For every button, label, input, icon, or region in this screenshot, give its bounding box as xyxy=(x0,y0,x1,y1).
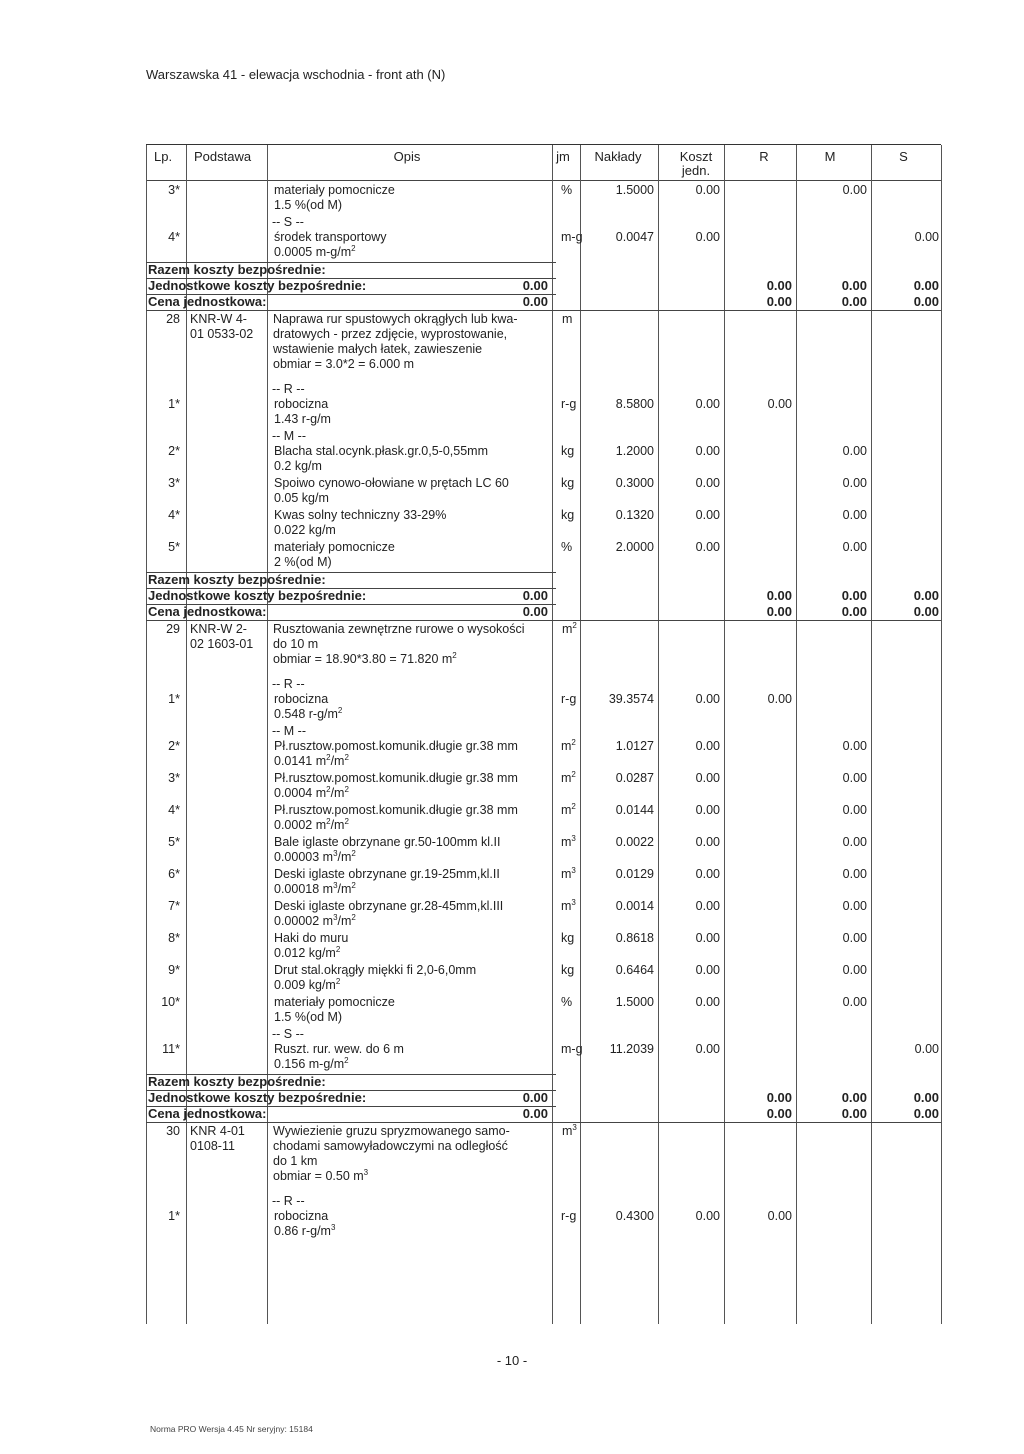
resource-s-cost: 0.00 xyxy=(914,230,939,244)
resource-m-cost: 0.00 xyxy=(842,508,867,522)
unit: $m^2$ xyxy=(562,620,577,636)
resource-norm: 0.0141 $m^2/m^2$ xyxy=(274,752,349,768)
resource-unit-cost: 0.00 xyxy=(695,835,720,849)
resource-norm: 2 %(od M) xyxy=(274,555,332,569)
column-divider xyxy=(186,145,187,1324)
resource-unit-cost: 0.00 xyxy=(695,1209,720,1223)
summary-value: 0.00 xyxy=(522,1090,548,1105)
resource-number: 1* xyxy=(168,1209,180,1223)
resource-norm: 0.0004 $m^2/m^2$ xyxy=(274,784,349,800)
resource-name: Pł.rusztow.pomost.komunik.długie gr.38 mm xyxy=(274,771,518,785)
resource-number: 5* xyxy=(168,835,180,849)
column-divider xyxy=(658,145,659,1324)
resource-quantity: 0.6464 xyxy=(615,963,654,977)
summary-r: 0.00 xyxy=(766,294,792,309)
podstawa-line2: 02 1603-01 xyxy=(190,637,254,651)
podstawa-line1: KNR 4-01 xyxy=(190,1124,245,1138)
resource-unit-cost: 0.00 xyxy=(695,540,720,554)
resource-quantity: 2.0000 xyxy=(615,540,654,554)
summary-value: 0.00 xyxy=(522,278,548,293)
resource-unit: $m^3$ xyxy=(561,833,576,849)
summary-r: 0.00 xyxy=(766,1090,792,1105)
section-marker: -- R -- xyxy=(272,677,305,691)
summary-m: 0.00 xyxy=(841,604,867,619)
resource-m-cost: 0.00 xyxy=(842,803,867,817)
summary-m: 0.00 xyxy=(841,278,867,293)
description-line: chodami samowyładowczymi na odległość xyxy=(273,1139,508,1153)
resource-quantity: 0.0129 xyxy=(615,867,654,881)
resource-quantity: 0.0047 xyxy=(615,230,654,244)
resource-norm: 0.012 $kg/m^2$ xyxy=(274,944,341,960)
col-m: M xyxy=(824,149,836,164)
resource-r-cost: 0.00 xyxy=(767,397,792,411)
column-divider xyxy=(796,145,797,1324)
resource-unit-cost: 0.00 xyxy=(695,771,720,785)
podstawa-line1: KNR-W 2- xyxy=(190,622,247,636)
description-line: Wywiezienie gruzu spryzmowanego samo- xyxy=(273,1124,510,1138)
summary-s: 0.00 xyxy=(913,278,939,293)
unit: m xyxy=(562,312,573,326)
summary-m: 0.00 xyxy=(841,1106,867,1121)
description-line: obmiar = 18.90*3.80 = 71.820 $m^2$ xyxy=(273,650,457,666)
resource-unit: r-g xyxy=(561,1209,577,1223)
resource-m-cost: 0.00 xyxy=(842,183,867,197)
resource-name: Kwas solny techniczny 33-29% xyxy=(274,508,447,522)
resource-number: 9* xyxy=(168,963,180,977)
summary-r: 0.00 xyxy=(766,604,792,619)
resource-number: 4* xyxy=(168,230,180,244)
resource-norm: 0.009 $kg/m^2$ xyxy=(274,976,341,992)
col-podstawa: Podstawa xyxy=(194,149,252,164)
resource-number: 11* xyxy=(162,1042,180,1056)
footer-version: Norma PRO Wersja 4.45 Nr seryjny: 15184 xyxy=(150,1424,313,1434)
resource-quantity: 0.1320 xyxy=(615,508,654,522)
resource-name: robocizna xyxy=(274,1209,329,1223)
resource-r-cost: 0.00 xyxy=(767,1209,792,1223)
col-r: R xyxy=(759,149,769,164)
col-opis: Opis xyxy=(393,149,421,164)
summary-s: 0.00 xyxy=(913,1106,939,1121)
resource-unit-cost: 0.00 xyxy=(695,1042,720,1056)
resource-m-cost: 0.00 xyxy=(842,963,867,977)
resource-unit-cost: 0.00 xyxy=(695,476,720,490)
resource-unit: $m^2$ xyxy=(561,769,576,785)
column-divider xyxy=(941,145,942,1324)
resource-unit: $m^3$ xyxy=(561,865,576,881)
position-divider xyxy=(146,310,941,311)
summary-value: 0.00 xyxy=(522,1106,548,1121)
resource-unit: $m^3$ xyxy=(561,897,576,913)
resource-quantity: 1.2000 xyxy=(615,444,654,458)
col-jm: jm xyxy=(556,149,570,164)
resource-name: Haki do muru xyxy=(274,931,349,945)
column-divider xyxy=(724,145,725,1324)
summary-s: 0.00 xyxy=(913,604,939,619)
position-number: 29 xyxy=(166,622,180,636)
summary-label: Jednostkowe koszty bezpośrednie: xyxy=(148,278,367,293)
resource-norm: 1.5 %(od M) xyxy=(274,1010,343,1024)
description-line: dratowych - przez zdjęcie, wyprostowanie, xyxy=(273,327,508,341)
resource-unit: kg xyxy=(561,476,575,490)
resource-unit: kg xyxy=(561,444,575,458)
resource-unit: m-g xyxy=(561,1042,583,1056)
resource-name: Blacha stal.ocynk.płask.gr.0,5-0,55mm xyxy=(274,444,488,458)
resource-unit-cost: 0.00 xyxy=(695,867,720,881)
resource-unit-cost: 0.00 xyxy=(695,692,720,706)
col-koszt: Koszt xyxy=(679,149,713,164)
resource-quantity: 8.5800 xyxy=(615,397,654,411)
resource-norm: 0.00003 $m^3/m^2$ xyxy=(274,848,356,864)
summary-value: 0.00 xyxy=(522,294,548,309)
resource-number: 1* xyxy=(168,692,180,706)
description-line: Rusztowania zewnętrzne rurowe o wysokości xyxy=(273,622,525,636)
podstawa-line2: 01 0533-02 xyxy=(190,327,254,341)
summary-label: Jednostkowe koszty bezpośrednie: xyxy=(148,1090,367,1105)
resource-number: 2* xyxy=(168,739,180,753)
resource-norm: 0.0002 $m^2/m^2$ xyxy=(274,816,349,832)
resource-unit: $m^2$ xyxy=(561,737,576,753)
resource-m-cost: 0.00 xyxy=(842,931,867,945)
resource-unit: kg xyxy=(561,508,575,522)
resource-m-cost: 0.00 xyxy=(842,476,867,490)
resource-number: 4* xyxy=(168,803,180,817)
podstawa-line1: KNR-W 4- xyxy=(190,312,247,326)
section-marker: -- S -- xyxy=(272,1027,304,1041)
resource-name: Bale iglaste obrzynane gr.50-100mm kl.II xyxy=(274,835,501,849)
resource-norm: 0.86 $r-g/m^3$ xyxy=(274,1222,336,1238)
summary-m: 0.00 xyxy=(841,588,867,603)
resource-quantity: 0.8618 xyxy=(615,931,654,945)
resource-unit-cost: 0.00 xyxy=(695,739,720,753)
resource-number: 8* xyxy=(168,931,180,945)
description-line: obmiar = 3.0*2 = 6.000 m xyxy=(273,357,415,371)
position-divider xyxy=(146,620,941,621)
podstawa-line2: 0108-11 xyxy=(190,1139,235,1153)
resource-quantity: 0.0144 xyxy=(615,803,654,817)
resource-s-cost: 0.00 xyxy=(914,1042,939,1056)
resource-unit-cost: 0.00 xyxy=(695,183,720,197)
resource-unit: kg xyxy=(561,931,575,945)
resource-quantity: 1.5000 xyxy=(615,183,654,197)
column-divider xyxy=(552,145,553,1324)
resource-quantity: 0.0014 xyxy=(615,899,654,913)
position-number: 28 xyxy=(166,312,180,326)
description-line: obmiar = 0.50 $m^3$ xyxy=(273,1167,369,1183)
column-divider xyxy=(267,145,268,1324)
resource-norm: 0.548 $r-g/m^2$ xyxy=(274,705,343,721)
summary-m: 0.00 xyxy=(841,294,867,309)
summary-r: 0.00 xyxy=(766,278,792,293)
resource-name: materiały pomocnicze xyxy=(274,540,395,554)
resource-r-cost: 0.00 xyxy=(767,692,792,706)
section-marker: -- R -- xyxy=(272,1194,305,1208)
col-naklady: Nakłady xyxy=(594,149,642,164)
resource-number: 1* xyxy=(168,397,180,411)
resource-norm: 0.05 kg/m xyxy=(274,491,329,505)
col-s: S xyxy=(899,149,908,164)
resource-m-cost: 0.00 xyxy=(842,867,867,881)
resource-quantity: 39.3574 xyxy=(608,692,654,706)
section-marker: -- M -- xyxy=(272,724,307,738)
resource-unit: % xyxy=(561,540,573,554)
resource-unit-cost: 0.00 xyxy=(695,508,720,522)
summary-value: 0.00 xyxy=(522,588,548,603)
resource-norm: 0.00018 $m^3/m^2$ xyxy=(274,880,356,896)
resource-unit: kg xyxy=(561,963,575,977)
page-number: - 10 - xyxy=(496,1353,528,1368)
col-koszt-jedn: jedn. xyxy=(681,163,711,178)
resource-norm: 0.156 $m-g/m^2$ xyxy=(274,1055,349,1071)
resource-number: 3* xyxy=(168,476,180,490)
resource-quantity: 0.3000 xyxy=(615,476,654,490)
resource-unit-cost: 0.00 xyxy=(695,899,720,913)
resource-quantity: 1.5000 xyxy=(615,995,654,1009)
summary-r: 0.00 xyxy=(766,588,792,603)
resource-unit: $m^2$ xyxy=(561,801,576,817)
section-marker: -- S -- xyxy=(272,215,304,229)
position-divider xyxy=(146,1122,941,1123)
resource-unit-cost: 0.00 xyxy=(695,230,720,244)
resource-m-cost: 0.00 xyxy=(842,540,867,554)
resource-unit-cost: 0.00 xyxy=(695,397,720,411)
resource-norm: 0.0005 $m-g/m^2$ xyxy=(274,243,356,259)
resource-quantity: 1.0127 xyxy=(615,739,654,753)
resource-unit-cost: 0.00 xyxy=(695,995,720,1009)
resource-norm: 0.2 kg/m xyxy=(274,459,322,473)
resource-unit-cost: 0.00 xyxy=(695,931,720,945)
resource-quantity: 0.4300 xyxy=(615,1209,654,1223)
resource-m-cost: 0.00 xyxy=(842,835,867,849)
position-number: 30 xyxy=(166,1124,180,1138)
resource-m-cost: 0.00 xyxy=(842,771,867,785)
col-lp: Lp. xyxy=(154,149,173,164)
resource-m-cost: 0.00 xyxy=(842,444,867,458)
resource-name: Spoiwo cynowo-ołowiane w prętach LC 60 xyxy=(274,476,509,490)
resource-m-cost: 0.00 xyxy=(842,995,867,1009)
summary-label: Razem koszty bezpośrednie: xyxy=(148,572,326,587)
resource-name: robocizna xyxy=(274,692,329,706)
resource-name: środek transportowy xyxy=(274,230,387,244)
resource-unit: r-g xyxy=(561,397,577,411)
header-divider xyxy=(146,180,941,181)
summary-label: Razem koszty bezpośrednie: xyxy=(148,1074,326,1089)
resource-number: 2* xyxy=(168,444,180,458)
resource-name: Drut stal.okrągły miękki fi 2,0-6,0mm xyxy=(274,963,477,977)
summary-s: 0.00 xyxy=(913,588,939,603)
unit: $m^3$ xyxy=(562,1122,577,1138)
summary-s: 0.00 xyxy=(913,1090,939,1105)
resource-name: Deski iglaste obrzynane gr.28-45mm,kl.III xyxy=(274,899,504,913)
description-line: Naprawa rur spustowych okrągłych lub kwa- xyxy=(273,312,518,326)
resource-name: materiały pomocnicze xyxy=(274,995,395,1009)
resource-name: Ruszt. rur. wew. do 6 m xyxy=(274,1042,404,1056)
section-marker: -- R -- xyxy=(272,382,305,396)
resource-name: Pł.rusztow.pomost.komunik.długie gr.38 mm xyxy=(274,803,518,817)
description-line: do 10 m xyxy=(273,637,319,651)
resource-m-cost: 0.00 xyxy=(842,899,867,913)
resource-quantity: 0.0022 xyxy=(615,835,654,849)
resource-norm: 1.5 %(od M) xyxy=(274,198,343,212)
resource-quantity: 11.2039 xyxy=(609,1042,654,1056)
resource-name: Deski iglaste obrzynane gr.19-25mm,kl.II xyxy=(274,867,500,881)
summary-label: Cena jednostkowa: xyxy=(148,294,267,309)
summary-label: Cena jednostkowa: xyxy=(148,604,267,619)
column-divider xyxy=(871,145,872,1324)
resource-unit: % xyxy=(561,183,573,197)
resource-name: Pł.rusztow.pomost.komunik.długie gr.38 mm xyxy=(274,739,518,753)
resource-norm: 0.022 kg/m xyxy=(274,523,336,537)
resource-unit-cost: 0.00 xyxy=(695,444,720,458)
resource-number: 10* xyxy=(161,995,180,1009)
resource-unit: % xyxy=(561,995,573,1009)
resource-number: 3* xyxy=(168,771,180,785)
resource-norm: 0.00002 $m^3/m^2$ xyxy=(274,912,356,928)
resource-number: 4* xyxy=(168,508,180,522)
resource-norm: 1.43 r-g/m xyxy=(274,412,331,426)
summary-label: Jednostkowe koszty bezpośrednie: xyxy=(148,588,367,603)
resource-unit: m-g xyxy=(561,230,583,244)
summary-label: Razem koszty bezpośrednie: xyxy=(148,262,326,277)
resource-number: 3* xyxy=(168,183,180,197)
resource-m-cost: 0.00 xyxy=(842,739,867,753)
column-divider xyxy=(580,145,581,1324)
cost-table xyxy=(146,144,941,1324)
section-marker: -- M -- xyxy=(272,429,307,443)
resource-quantity: 0.0287 xyxy=(615,771,654,785)
resource-unit-cost: 0.00 xyxy=(695,963,720,977)
summary-s: 0.00 xyxy=(913,294,939,309)
resource-name: materiały pomocnicze xyxy=(274,183,395,197)
summary-label: Cena jednostkowa: xyxy=(148,1106,267,1121)
resource-number: 5* xyxy=(168,540,180,554)
summary-value: 0.00 xyxy=(522,604,548,619)
summary-m: 0.00 xyxy=(841,1090,867,1105)
resource-unit: r-g xyxy=(561,692,577,706)
resource-name: robocizna xyxy=(274,397,329,411)
description-line: wstawienie małych łatek, zawieszenie xyxy=(273,342,483,356)
resource-number: 7* xyxy=(168,899,180,913)
description-line: do 1 km xyxy=(273,1154,318,1168)
resource-unit-cost: 0.00 xyxy=(695,803,720,817)
summary-r: 0.00 xyxy=(766,1106,792,1121)
resource-number: 6* xyxy=(168,867,180,881)
document-title: Warszawska 41 - elewacja wschodnia - front ath (N) xyxy=(146,67,446,82)
